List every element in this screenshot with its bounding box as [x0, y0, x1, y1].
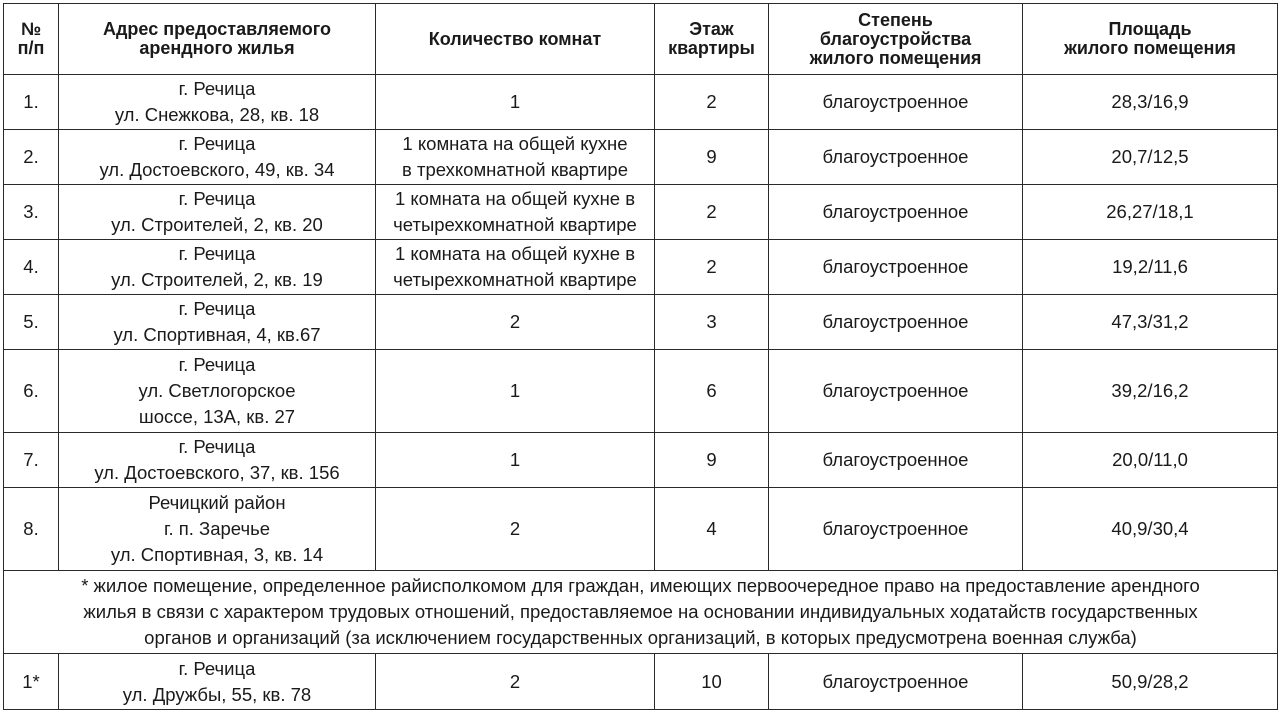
cell-num: 5.: [4, 295, 59, 350]
table-row: [4, 488, 1278, 571]
header-text: Степень: [858, 9, 933, 30]
cell-degree: благоустроенное: [769, 240, 1023, 295]
header-address: [59, 4, 376, 75]
cell-rooms: [376, 350, 655, 433]
header-text: Этаж: [689, 19, 734, 39]
rooms-line: в трехкомнатной квартире: [402, 159, 628, 180]
cell-degree: благоустроенное: [769, 75, 1023, 130]
cell-floor: 3: [655, 295, 769, 350]
address-line: ул. Спортивная, 4, кв.67: [113, 324, 321, 345]
footnote-line: жилья в связи с характером трудовых отношений, предоставляемое на основании индивидуальных ходатайств государственных: [83, 601, 1198, 622]
cell-num: 8.: [4, 488, 59, 571]
cell-num: 7.: [4, 433, 59, 488]
cell-degree: благоустроенное: [769, 350, 1023, 433]
cell-area: 47,3/31,2: [1023, 295, 1278, 350]
cell-degree: благоустроенное: [769, 185, 1023, 240]
address-line: г. Речица: [178, 188, 256, 209]
cell-num: 6.: [4, 350, 59, 433]
cell-address: [59, 75, 376, 130]
header-rooms: [376, 4, 655, 75]
address-line: г. п. Заречье: [163, 518, 271, 539]
address-line: шоссе, 13А, кв. 27: [138, 406, 296, 427]
table-row: [4, 295, 1278, 350]
cell-floor: 4: [655, 488, 769, 571]
rooms-line: 1 комната на общей кухне: [402, 133, 628, 154]
cell-area: 20,7/12,5: [1023, 130, 1278, 185]
rooms-line: четырехкомнатной квартире: [393, 269, 637, 290]
address-line: ул. Достоевского, 37, кв. 156: [94, 462, 340, 483]
cell-degree: благоустроенное: [769, 130, 1023, 185]
cell-degree: благоустроенное: [769, 488, 1023, 571]
address-line: г. Речица: [178, 436, 256, 457]
cell-rooms: [376, 654, 655, 710]
cell-floor: 2: [655, 75, 769, 130]
cell-num: 2.: [4, 130, 59, 185]
table-row: [4, 240, 1278, 295]
address-line: г. Речица: [178, 133, 256, 154]
rooms-line: четырехкомнатной квартире: [393, 214, 637, 235]
rooms-line: 2: [509, 518, 521, 539]
footnote: [4, 571, 1278, 654]
footnote-line: * жилое помещение, определенное райисполкомом для граждан, имеющих первоочередное право на предоставление арендного: [81, 575, 1200, 596]
cell-area: 28,3/16,9: [1023, 75, 1278, 130]
cell-num: 3.: [4, 185, 59, 240]
cell-floor: 9: [655, 433, 769, 488]
cell-area: 26,27/18,1: [1023, 185, 1278, 240]
table-row-special: [4, 654, 1278, 710]
table-row: [4, 350, 1278, 433]
address-line: Речицкий район: [148, 492, 286, 513]
cell-address: [59, 240, 376, 295]
cell-address: [59, 488, 376, 571]
header-floor: [655, 4, 769, 75]
cell-address: [59, 350, 376, 433]
table-row: [4, 130, 1278, 185]
cell-floor: 9: [655, 130, 769, 185]
rooms-line: 2: [509, 311, 521, 332]
rooms-line: 1: [509, 91, 521, 112]
cell-degree: благоустроенное: [769, 433, 1023, 488]
rooms-line: 1: [509, 449, 521, 470]
cell-num: 4.: [4, 240, 59, 295]
footnote-line: органов и организаций (за исключением государственных организаций, в которых предусмотрена военная служба): [144, 627, 1137, 648]
footnote-row: [4, 571, 1278, 654]
cell-address: [59, 295, 376, 350]
address-line: г. Речица: [178, 243, 256, 264]
header-text: Площадь: [1108, 19, 1192, 39]
header-text: квартиры: [668, 38, 755, 58]
cell-address: [59, 185, 376, 240]
cell-area: 20,0/11,0: [1023, 433, 1278, 488]
cell-floor: 2: [655, 240, 769, 295]
header-degree: [769, 4, 1023, 75]
cell-rooms: [376, 488, 655, 571]
address-line: г. Речица: [178, 78, 256, 99]
cell-rooms: [376, 295, 655, 350]
address-line: ул. Строителей, 2, кв. 19: [111, 269, 323, 290]
header-text: п/п: [17, 38, 45, 58]
rooms-line: 1 комната на общей кухне в: [394, 243, 636, 264]
address-line: ул. Дружбы, 55, кв. 78: [122, 683, 312, 705]
header-row: [4, 4, 1278, 75]
address-line: ул. Светлогорское: [138, 380, 296, 401]
cell-num: 1.: [4, 75, 59, 130]
cell-area: 50,9/28,2: [1023, 654, 1278, 710]
cell-area: 19,2/11,6: [1023, 240, 1278, 295]
cell-address: [59, 654, 376, 710]
table-row: [4, 75, 1278, 130]
header-text: Адрес предоставляемого: [103, 19, 331, 39]
cell-rooms: [376, 433, 655, 488]
cell-area: 39,2/16,2: [1023, 350, 1278, 433]
address-line: ул. Снежкова, 28, кв. 18: [114, 104, 320, 125]
cell-floor: 10: [655, 654, 769, 710]
address-line: г. Речица: [178, 657, 256, 679]
address-line: ул. Достоевского, 49, кв. 34: [99, 159, 335, 180]
address-line: г. Речица: [178, 354, 256, 375]
address-line: г. Речица: [178, 298, 256, 319]
header-text: арендного жилья: [139, 38, 295, 58]
cell-rooms: [376, 130, 655, 185]
header-text: Количество комнат: [428, 28, 602, 49]
cell-degree: благоустроенное: [769, 654, 1023, 710]
address-line: ул. Строителей, 2, кв. 20: [111, 214, 323, 235]
header-text: №: [20, 19, 42, 39]
cell-rooms: [376, 240, 655, 295]
cell-address: [59, 433, 376, 488]
cell-degree: благоустроенное: [769, 295, 1023, 350]
header-num: [4, 4, 59, 75]
cell-floor: 2: [655, 185, 769, 240]
cell-rooms: [376, 75, 655, 130]
cell-rooms: [376, 185, 655, 240]
cell-address: [59, 130, 376, 185]
cell-area: 40,9/30,4: [1023, 488, 1278, 571]
rental-housing-table: [3, 3, 1278, 710]
header-text: благоустройства: [819, 28, 972, 49]
address-line: ул. Спортивная, 3, кв. 14: [110, 544, 324, 565]
header-area: [1023, 4, 1278, 75]
header-text: жилого помещения: [1064, 38, 1236, 58]
table-row: [4, 185, 1278, 240]
header-text: жилого помещения: [809, 47, 982, 68]
rooms-line: 2: [509, 670, 521, 692]
rooms-line: 1 комната на общей кухне в: [394, 188, 636, 209]
cell-floor: 6: [655, 350, 769, 433]
table-row: [4, 433, 1278, 488]
rooms-line: 1: [509, 380, 521, 401]
cell-num: 1*: [4, 654, 59, 710]
